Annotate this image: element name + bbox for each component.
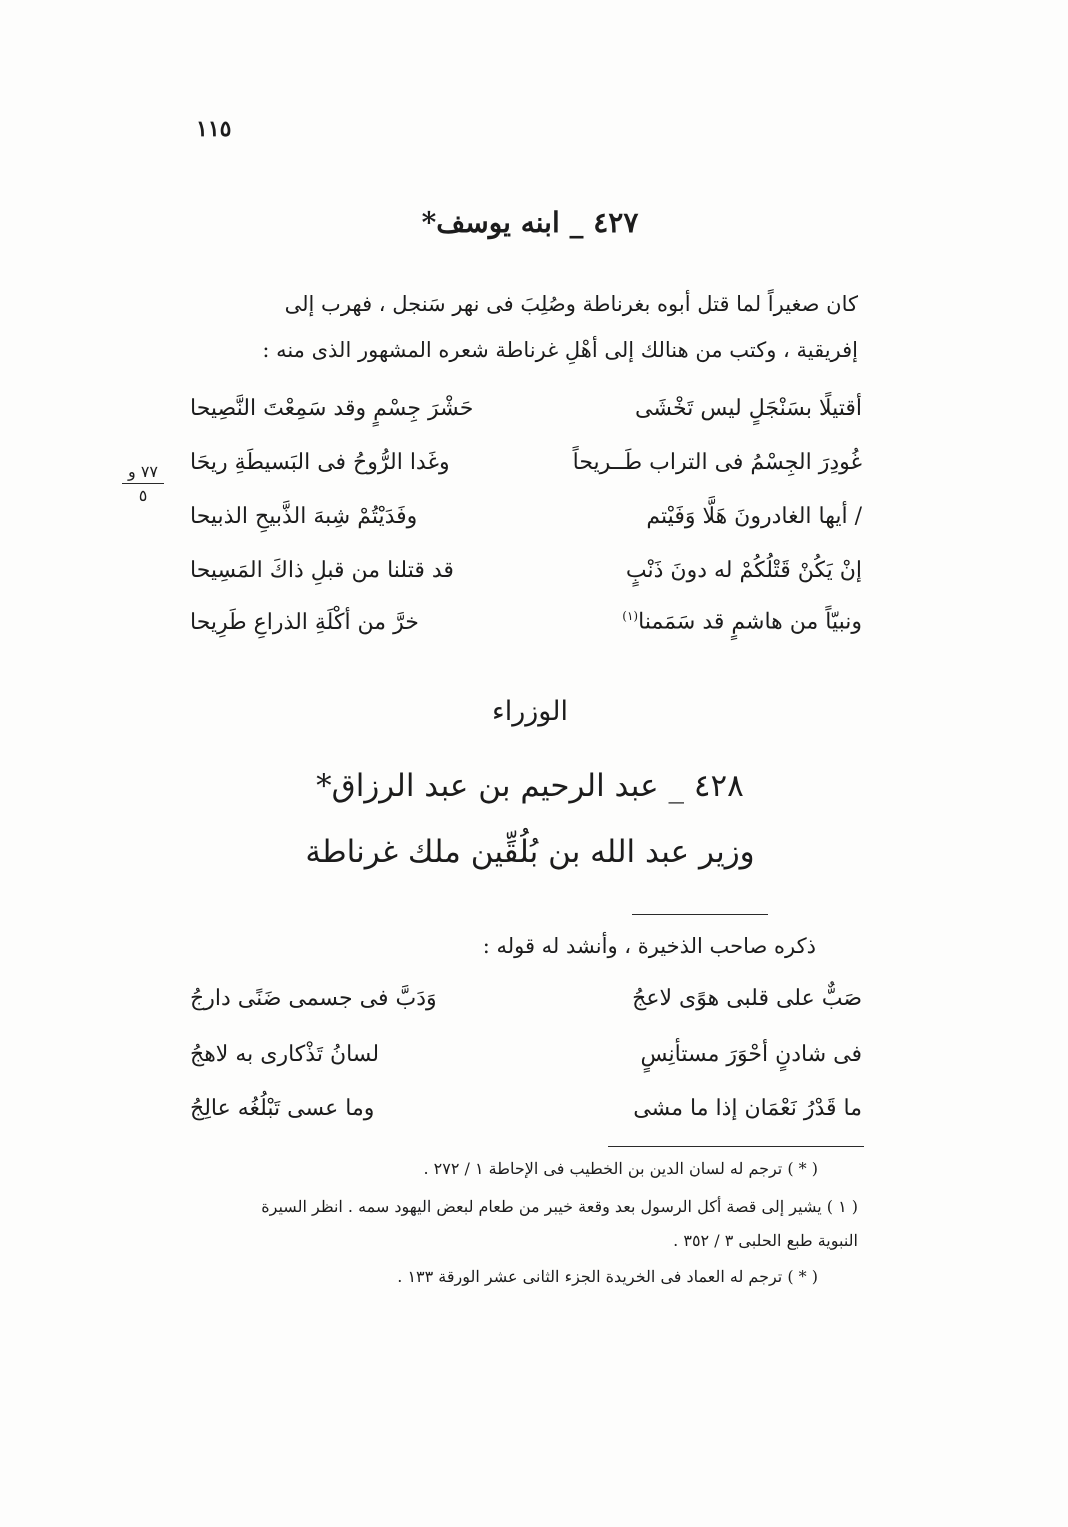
footnote-3: ( * ) ترجم له العماد فى الخريدة الجزء الثانى عشر الورقة ١٣٣ . (397, 1267, 818, 1286)
entry-427-verse-4 (190, 546, 862, 594)
entry-428-verse-2 (190, 1030, 862, 1078)
entry-427-verse-3 (190, 492, 862, 540)
page-number: ١١٥ (196, 116, 232, 142)
entry-427-verse-1 (190, 384, 862, 432)
entry-428-verse-3 (190, 1084, 862, 1132)
verse-hemistich-second: وَدَبَّ فى جسمى ضَنًى دارجُ (190, 985, 437, 1011)
verse-hemistich-first: غُودِرَ الجِسْمُ فى التراب طَــريحاً (572, 449, 862, 475)
verse-hemistich-first: إنْ يَكُنْ قَتْلُكُمْ له دونَ ذَنْبٍ (625, 557, 862, 583)
verse-hemistich-first: / أيها الغادرونَ هَلَّا وَفَيْتم (646, 503, 862, 529)
folio-number: ٧٧ و (128, 462, 158, 481)
entry-428-heading: ٤٢٨ _ عبد الرحيم بن عبد الرزاق* (316, 768, 744, 804)
verse-hemistich-first: ما قَدْرُ نَعْمَان إذا ما مشى (633, 1095, 862, 1121)
section-title: الوزراء (492, 696, 568, 727)
verse-hemistich-first: فى شادنٍ أحْوَرَ مستأنِسٍ (640, 1041, 862, 1067)
entry-427-intro-line-1: كان صغيراً لما قتل أبوه بغرناطة وصُلِبَ فى نهر سَنجل ، فهرب إلى (284, 292, 858, 316)
verse-hemistich-second: قد قتلنا من قبلِ ذاكَ المَسِيحا (190, 557, 454, 583)
entry-428-intro: ذكره صاحب الذخيرة ، وأنشد له قوله : (482, 934, 816, 958)
entry-427-verse-2 (190, 438, 862, 486)
folio-divider (122, 483, 164, 484)
footnote-2-continued: النبوية طبع الحلبى ٣ / ٣٥٢ . (673, 1231, 858, 1250)
footnote-1: ( * ) ترجم له لسان الدين بن الخطيب فى الإحاطة ١ / ٢٧٢ . (423, 1159, 818, 1178)
footnote-divider (608, 1146, 864, 1147)
verse-hemistich-second: وما عسى تَبْلُغُه عالِجُ (190, 1095, 375, 1121)
verse-hemistich-first: أقتيلًا بسَنْجَلٍ ليس تَخْشَى (635, 395, 862, 421)
entry-427-heading: ٤٢٧ _ ابنه يوسف* (421, 206, 639, 239)
heading-divider (632, 914, 768, 915)
footnote-2: ( ١ ) يشير إلى قصة أكل الرسول بعد وقعة خيبر من طعام لبعض اليهود سمه . انظر السيرة (261, 1197, 858, 1216)
verse-hemistich-first: صَبٌّ على قلبى هوًى لاعجُ (632, 985, 862, 1011)
verse-hemistich-first (622, 609, 862, 634)
verse-hemistich-second: لسانُ تَذْكارى به لاهجُ (190, 1041, 380, 1067)
verse-hemistich-second: حَشْرَ جِسْمٍ وقد سَمِعْتَ النَّصِيحا (190, 395, 474, 421)
folio-line: ٥ (138, 486, 148, 505)
entry-427-intro-line-2: إفريقية ، وكتب من هنالك إلى أهْلِ غرناطة شعره المشهور الذى منه : (262, 338, 858, 362)
manuscript-folio-note (118, 462, 168, 505)
footnote-ref: (١) (622, 609, 639, 624)
entry-428-verse-1 (190, 974, 862, 1022)
entry-427-verse-5 (190, 598, 862, 646)
verse-hemistich-second: خرَّ من أكْلَةِ الذراعِ طَرِيحا (190, 609, 419, 635)
entry-428-subheading: وزير عبد الله بن بُلُقِّين ملك غرناطة (305, 834, 755, 870)
verse-hemistich-second: وفَدَيْتُمْ شِبهَ الذَّبيحِ الذبيحا (190, 503, 418, 529)
verse-text: ونبيّاً من هاشمٍ قد سَمَمنا (638, 609, 862, 635)
verse-hemistich-second: وغَدا الرُّوحُ فى البَسيطَةِ ريحَا (190, 449, 450, 475)
